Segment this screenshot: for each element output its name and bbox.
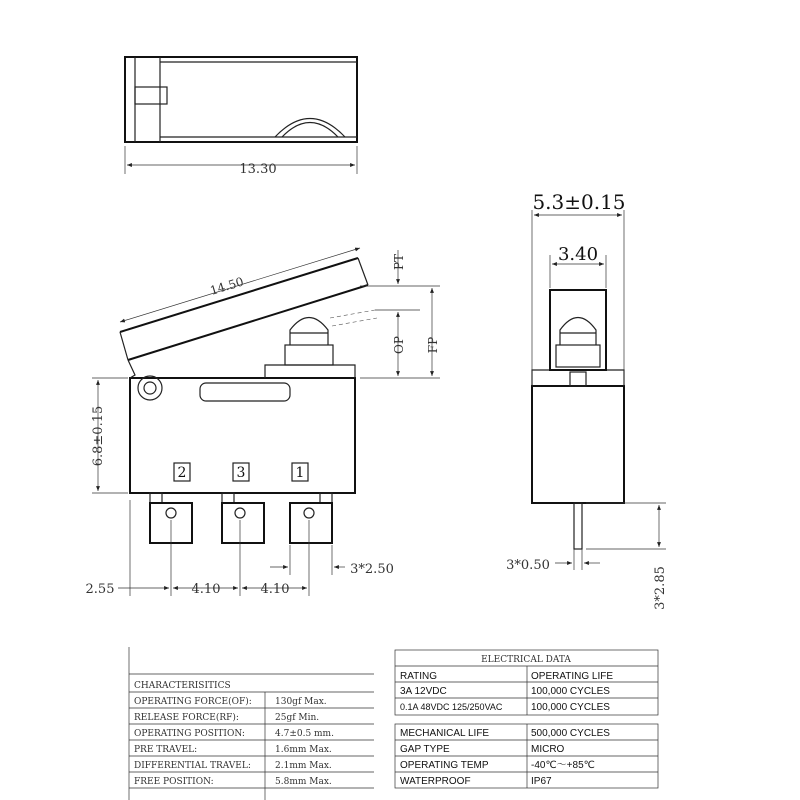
op-label: OP [392,336,406,354]
characteristics-title: CHARACTERISITICS [134,681,231,691]
height-label: 6.8±0.15 [91,405,106,467]
char-row-value: 5.8mm Max. [275,777,332,787]
height-dimension [91,378,128,493]
char-row-label: DIFFERENTIAL TRAVEL: [134,761,251,771]
terminal-length-label: 3*2.85 [653,566,668,610]
lever-length-dimension [120,248,360,322]
terminal-label-3: 3 [236,465,246,481]
char-row-label: OPERATING FORCE(OF): [134,697,252,707]
life-cell: 100,000 CYCLES [531,702,610,713]
mech-value: -40℃～+85℃ [531,760,595,771]
char-row-label: RELEASE FORCE(RF): [134,713,239,723]
rating-header: RATING [400,671,438,682]
side-width-dimension [532,190,626,384]
char-row-value: 4.7±0.5 mm. [275,729,334,739]
char-row-label: PRE TRAVEL: [134,745,198,755]
top-width-label: 13.30 [239,162,277,177]
mech-value: MICRO [531,744,565,755]
char-row-value: 25gf Min. [275,713,320,723]
terminal-thickness-label: 3*0.50 [506,558,550,573]
side-width-label: 5.3±0.15 [532,190,626,214]
side-view [532,290,624,549]
mech-label: MECHANICAL LIFE [400,728,490,739]
mech-label: GAP TYPE [400,744,450,755]
char-row-label: FREE POSITION: [134,777,214,787]
pt-label: PT [392,253,406,271]
terminal-length-dimension [586,503,668,610]
electrical-data-table [395,650,658,788]
char-row-value: 1.6mm Max. [275,745,332,755]
mech-value: 500,000 CYCLES [531,728,610,739]
pitch-a-label: 4.10 [191,582,221,597]
pitch-dimensions [86,500,394,597]
terminals [150,493,332,543]
char-row-label: OPERATING POSITION: [134,729,245,739]
actuator-width-label: 3.40 [557,244,599,265]
life-cell: 100,000 CYCLES [531,686,610,697]
terminal-thickness-dimension [506,549,600,573]
electrical-title: ELECTRICAL DATA [481,655,571,665]
top-width-dimension [125,146,357,177]
terminal-label-1: 1 [295,465,305,481]
fp-label: FP [426,336,440,354]
char-row-value: 130gf Max. [275,697,327,707]
terminal-width-label: 3*2.50 [350,562,394,577]
mech-value: IP67 [531,776,552,787]
terminal-labels [174,463,308,481]
lever-length-label: 14.50 [208,274,246,298]
rating-cell: 0.1A 48VDC 125/250VAC [400,702,503,712]
actuator-width-dimension [550,244,606,288]
terminal-label-2: 2 [177,465,187,481]
characteristics-table [129,647,374,800]
char-row-value: 2.1mm Max. [275,761,332,771]
top-view [125,57,357,142]
travel-dimensions [360,250,440,378]
mech-label: WATERPROOF [400,776,471,787]
life-header: OPERATING LIFE [531,671,614,682]
rating-cell: 3A 12VDC [400,686,447,697]
mech-label: OPERATING TEMP [400,760,489,771]
operated-position-ghost [330,310,377,326]
left-offset-label: 2.55 [85,582,115,597]
pitch-b-label: 4.10 [260,582,290,597]
